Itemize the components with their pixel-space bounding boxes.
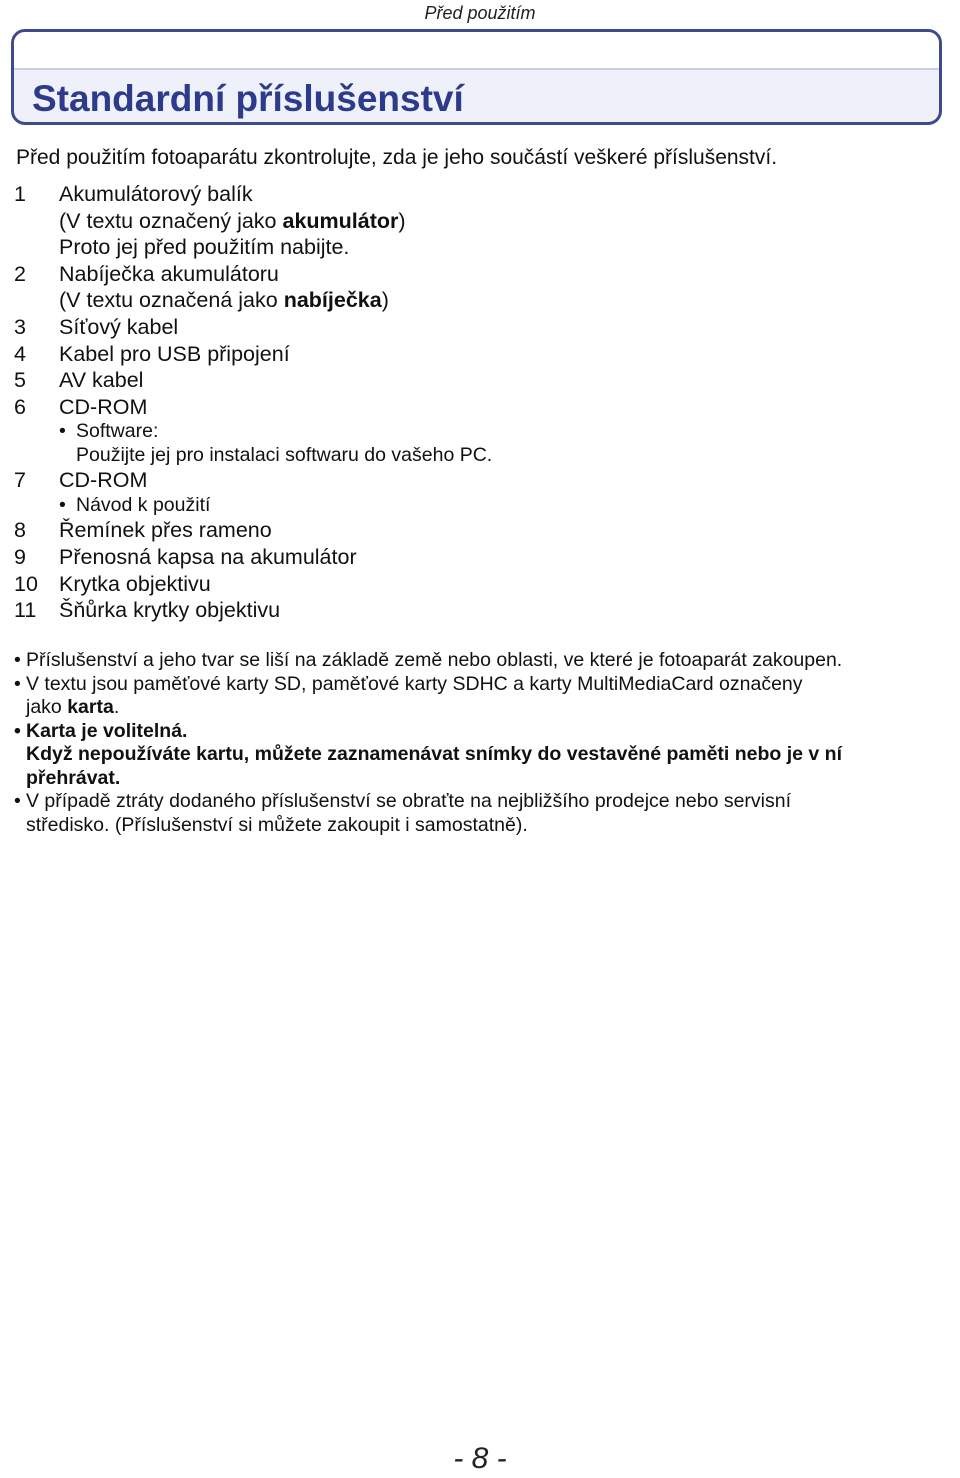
list-item xyxy=(14,261,944,314)
item-bullet-detail: Použijte jej pro instalaci softwaru do vašeho PC. xyxy=(76,443,493,466)
page-title: Standardní příslušenství xyxy=(32,78,464,119)
list-item xyxy=(14,314,944,341)
bullet-icon: • xyxy=(59,420,66,443)
bullet-icon: • xyxy=(14,649,21,671)
item-note: (V textu označený jako akumulátor) xyxy=(59,208,406,233)
list-item xyxy=(14,571,944,598)
item-label: Krytka objektivu xyxy=(59,571,211,596)
title-banner xyxy=(11,29,942,125)
list-item xyxy=(14,367,944,394)
section-header: Před použitím xyxy=(424,3,536,23)
item-number: 4 xyxy=(14,341,26,366)
note-item: • V textu jsou paměťové karty SD, paměťové karty SDHC a karty MultiMediaCard označeny jako karta. xyxy=(14,672,803,718)
item-number: 2 xyxy=(14,261,26,286)
list-item xyxy=(14,544,944,571)
item-bullet: • Software: xyxy=(59,420,159,443)
item-label: Akumulátorový balík xyxy=(59,182,253,206)
list-item xyxy=(14,341,944,368)
title-banner-band xyxy=(14,32,939,70)
item-note: (V textu označená jako nabíječka) xyxy=(59,288,389,313)
item-label: Řemínek přes rameno xyxy=(59,518,272,543)
bullet-icon: • xyxy=(14,719,21,742)
list-item xyxy=(14,467,944,517)
item-number: 11 xyxy=(14,598,37,623)
bullet-icon: • xyxy=(59,493,66,516)
item-number: 10 xyxy=(14,571,38,596)
intro-text: Před použitím fotoaparátu zkontrolujte, zda je jeho součástí veškeré příslušenství. xyxy=(16,146,778,169)
list-item xyxy=(14,597,944,624)
item-label: Kabel pro USB připojení xyxy=(59,341,290,366)
item-label: Přenosná kapsa na akumulátor xyxy=(59,545,357,570)
list-item xyxy=(14,517,944,544)
item-number: 5 xyxy=(14,368,26,393)
bullet-icon: • xyxy=(14,672,21,695)
note-item: • V případě ztráty dodaného příslušenství se obraťte na nejbližšího prodejce nebo servisní středisko. (Příslušenství si můžete zakoupit i samostatně). xyxy=(14,790,792,836)
note-item: • Karta je volitelná. Když nepoužíváte kartu, můžete zaznamenávat snímky do vestavěné paměti nebo je v ní přehrávat. xyxy=(14,719,843,789)
item-number: 9 xyxy=(14,545,26,570)
item-label: CD-ROM xyxy=(59,468,148,493)
notes-section xyxy=(14,649,949,837)
bullet-icon: • xyxy=(14,790,21,812)
item-number: 8 xyxy=(14,518,26,543)
item-label: AV kabel xyxy=(59,368,144,393)
item-label: Nabíječka akumulátoru xyxy=(59,261,279,286)
item-bullet: • Návod k použití xyxy=(59,493,211,516)
note-item: • Příslušenství a jeho tvar se liší na základě země nebo oblasti, ve které je fotoaparát zakoupen. xyxy=(14,649,843,671)
item-label: Šňůrka krytky objektivu xyxy=(59,598,281,623)
item-number: 1 xyxy=(14,182,26,206)
accessory-list xyxy=(14,181,944,624)
list-item xyxy=(14,394,944,468)
item-number: 6 xyxy=(14,394,26,419)
page-number: - 8 - xyxy=(453,1442,507,1475)
item-extra: Proto jej před použitím nabijte. xyxy=(59,235,350,260)
item-number: 3 xyxy=(14,314,26,339)
item-label: CD-ROM xyxy=(59,394,148,419)
item-label: Síťový kabel xyxy=(59,314,179,339)
item-number: 7 xyxy=(14,468,26,493)
list-item xyxy=(14,181,944,261)
